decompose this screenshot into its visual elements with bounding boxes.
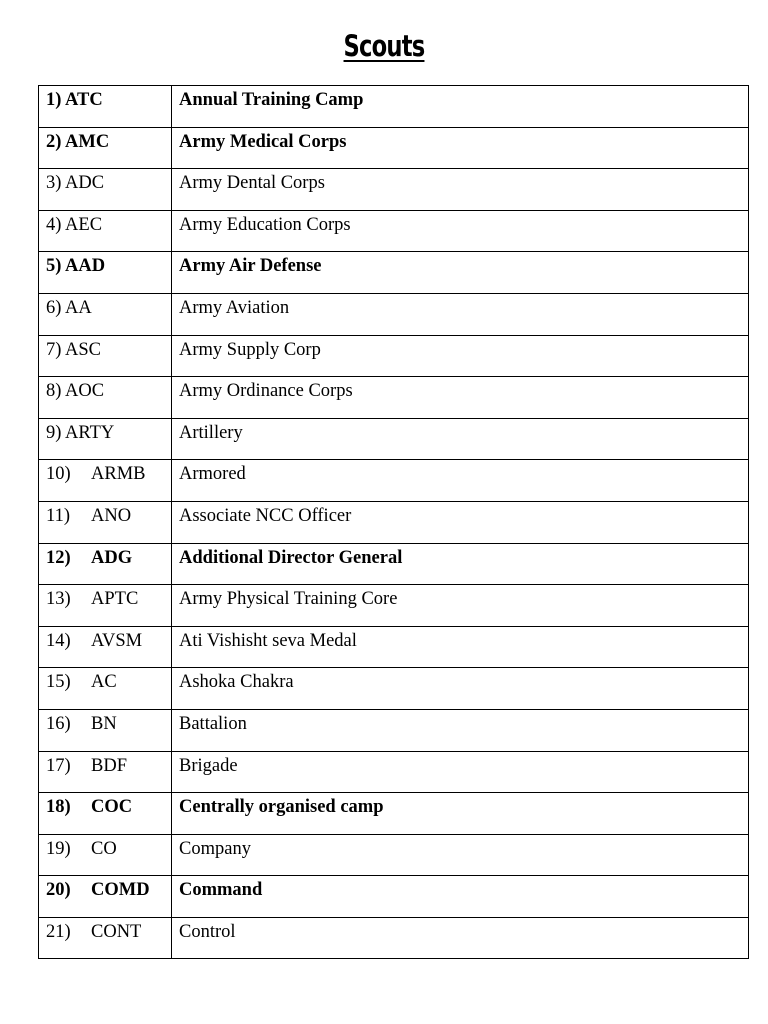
abbreviation-cell (39, 210, 172, 252)
abbreviation-meaning: Army Air Defense (172, 252, 749, 294)
table-row (39, 834, 749, 876)
row-number: 1) (46, 90, 62, 110)
abbreviation-meaning: Associate NCC Officer (172, 501, 749, 543)
table-row (39, 709, 749, 751)
abbreviation-meaning: Ashoka Chakra (172, 668, 749, 710)
abbreviation-cell (39, 335, 172, 377)
abbreviation-meaning: Control (172, 917, 749, 959)
abbreviation-cell (39, 668, 172, 710)
abbreviation-code: AMC (65, 131, 110, 152)
abbreviation-cell (39, 543, 172, 585)
row-number: 19) (46, 838, 71, 859)
row-number: 15) (46, 672, 71, 693)
abbreviation-meaning: Army Education Corps (172, 210, 749, 252)
abbreviation-cell (39, 751, 172, 793)
abbreviation-code: AEC (65, 214, 103, 235)
abbreviations-table (38, 85, 749, 959)
abbreviation-cell (39, 834, 172, 876)
abbreviation-cell (39, 876, 172, 918)
abbreviation-cell (39, 917, 172, 959)
table-row (39, 127, 749, 169)
table-row (39, 335, 749, 377)
abbreviation-code: ADC (65, 173, 105, 194)
table-row (39, 793, 749, 835)
abbreviation-code: AOC (65, 381, 105, 402)
abbreviation-cell (39, 293, 172, 335)
row-number: 17) (46, 755, 71, 776)
abbreviation-code: ARMB (91, 464, 146, 485)
abbreviation-meaning: Brigade (172, 751, 749, 793)
abbreviation-meaning: Army Medical Corps (172, 127, 749, 169)
table-row (39, 169, 749, 211)
abbreviation-meaning: Additional Director General (172, 543, 749, 585)
abbreviation-meaning: Army Dental Corps (172, 169, 749, 211)
abbreviation-meaning: Centrally organised camp (172, 793, 749, 835)
row-number: 18) (46, 797, 71, 818)
abbreviation-meaning: Annual Training Camp (172, 86, 749, 128)
row-number: 4) (46, 214, 62, 235)
abbreviation-meaning: Company (172, 834, 749, 876)
abbreviation-code: APTC (91, 589, 139, 610)
row-number: 14) (46, 630, 71, 651)
abbreviation-code: AC (91, 672, 117, 693)
abbreviation-meaning: Army Physical Training Core (172, 585, 749, 627)
abbreviation-cell (39, 501, 172, 543)
abbreviation-cell (39, 626, 172, 668)
row-number: 8) (46, 381, 62, 402)
table-row (39, 876, 749, 918)
table-row (39, 626, 749, 668)
row-number: 20) (46, 880, 71, 901)
abbreviation-cell (39, 418, 172, 460)
table-row (39, 210, 749, 252)
table-row (39, 543, 749, 585)
abbreviation-code: CONT (91, 921, 142, 942)
row-number: 10) (46, 464, 71, 485)
table-row (39, 668, 749, 710)
row-number: 3) (46, 173, 62, 194)
row-number: 13) (46, 589, 71, 610)
abbreviation-code: CO (91, 838, 117, 859)
row-number: 21) (46, 921, 71, 942)
abbreviation-meaning: Battalion (172, 709, 749, 751)
table-row (39, 252, 749, 294)
abbreviation-code: BN (91, 713, 117, 734)
abbreviation-code: AA (65, 297, 92, 318)
abbreviation-cell (39, 793, 172, 835)
abbreviation-meaning: Command (172, 876, 749, 918)
abbreviation-code: ARTY (65, 422, 115, 443)
abbreviation-cell (39, 252, 172, 294)
abbreviation-meaning: Army Ordinance Corps (172, 377, 749, 419)
abbreviation-code: BDF (91, 755, 127, 776)
page-title: Scouts (343, 29, 425, 63)
table-row (39, 585, 749, 627)
table-row (39, 460, 749, 502)
row-number: 9) (46, 422, 62, 443)
abbreviation-cell (39, 377, 172, 419)
abbreviation-cell (39, 585, 172, 627)
abbreviation-cell (39, 127, 172, 169)
row-number: 2) (46, 131, 62, 152)
abbreviation-meaning: Army Aviation (172, 293, 749, 335)
abbreviation-cell (39, 709, 172, 751)
table-row (39, 501, 749, 543)
row-number: 5) (46, 256, 62, 277)
abbreviations-table-body (39, 86, 749, 959)
table-row (39, 751, 749, 793)
abbreviation-cell (39, 169, 172, 211)
abbreviation-meaning: Ati Vishisht seva Medal (172, 626, 749, 668)
row-number: 16) (46, 713, 71, 734)
row-number: 11) (46, 505, 70, 526)
abbreviation-code: COC (91, 797, 133, 818)
abbreviation-code: ASC (65, 339, 102, 360)
abbreviation-code: COMD (91, 880, 150, 901)
row-number: 7) (46, 339, 62, 360)
abbreviation-meaning: Army Supply Corp (172, 335, 749, 377)
abbreviation-code: ATC (65, 90, 103, 110)
table-row (39, 377, 749, 419)
row-number: 6) (46, 297, 62, 318)
abbreviation-code: ADG (91, 547, 133, 568)
row-number: 12) (46, 547, 71, 568)
table-row (39, 418, 749, 460)
abbreviation-cell (39, 460, 172, 502)
table-row (39, 917, 749, 959)
abbreviation-meaning: Armored (172, 460, 749, 502)
abbreviation-meaning: Artillery (172, 418, 749, 460)
abbreviation-code: ANO (91, 505, 132, 526)
table-row (39, 86, 749, 128)
abbreviation-code: AVSM (91, 630, 143, 651)
table-row (39, 293, 749, 335)
abbreviation-code: AAD (65, 256, 106, 277)
abbreviation-cell (39, 86, 172, 128)
